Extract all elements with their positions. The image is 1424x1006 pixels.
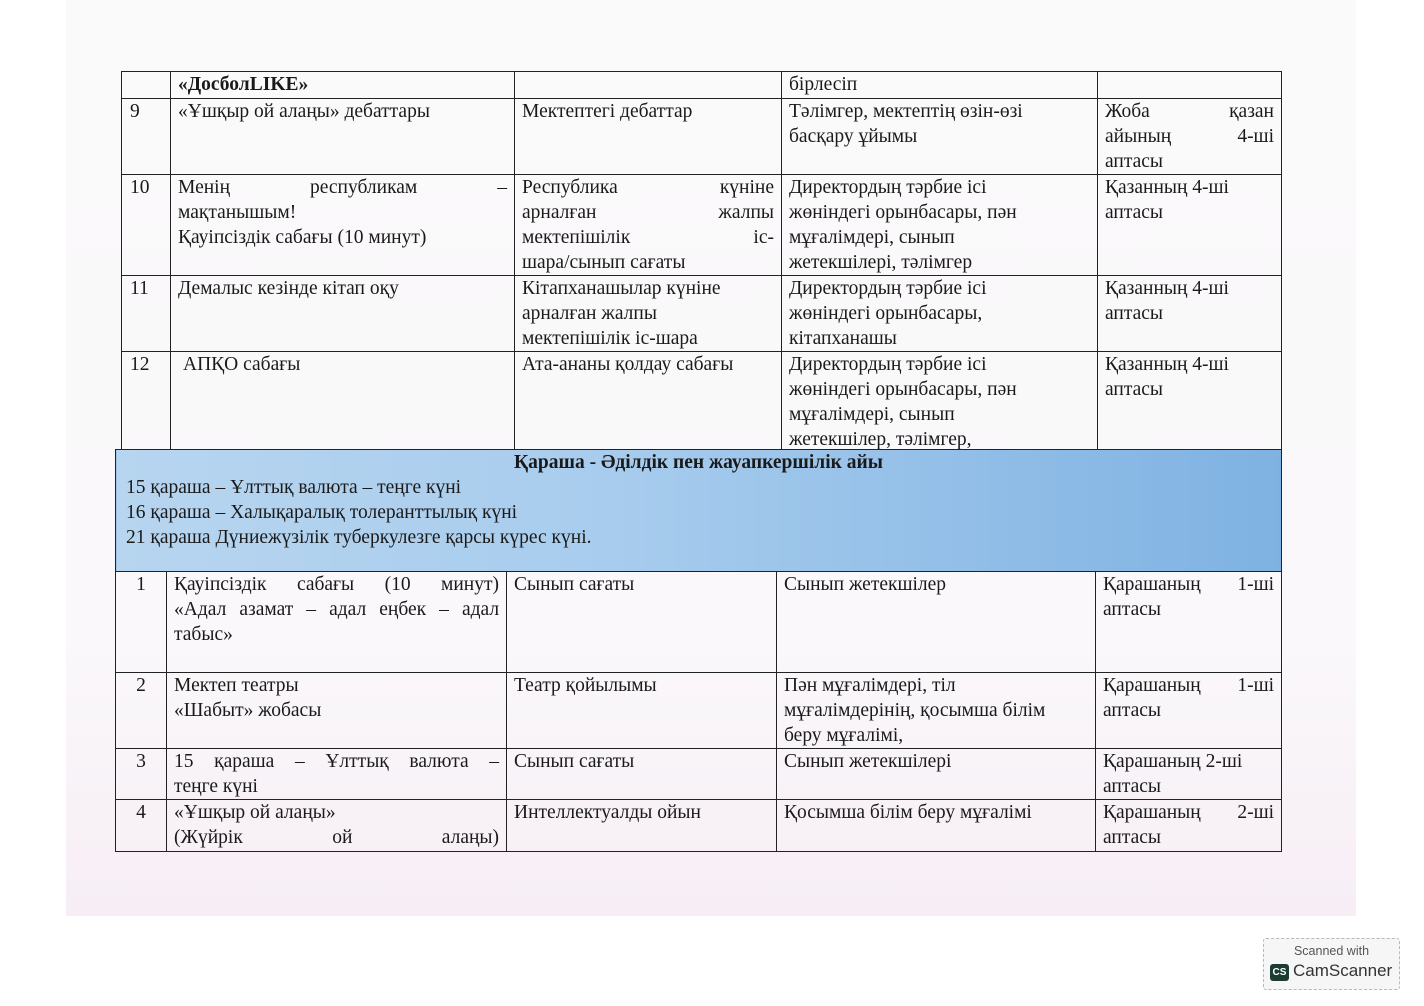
responsible-cell: Сынып жетекшілері: [777, 749, 1096, 800]
event-cell: Демалыс кезінде кітап оқу: [171, 276, 515, 352]
date-cell: Қазанның 4-ші аптасы: [1098, 276, 1282, 352]
holiday-line: 16 қараша – Халықаралық толеранттылық күні: [126, 502, 518, 523]
table-row: [116, 749, 1282, 800]
responsible-cell: Директордың тәрбие ісі жөніндегі орынбасары, пән мұғалімдері, сынып жетекшілері, тәлімгер: [782, 175, 1098, 276]
responsible-cell: Директордың тәрбие ісі жөніндегі орынбасары, кітапханашы: [782, 276, 1098, 352]
date-cell: Қарашаның 2-ші аптасы: [1096, 749, 1282, 800]
row-number: 3: [116, 749, 167, 800]
row-number: 12: [122, 352, 171, 453]
table-row: [116, 673, 1282, 749]
event-cell: Менің республикам – мақтанышым! Қауіпсіздік сабағы (10 минут): [171, 175, 515, 276]
event-cell: АПҚО сабағы: [171, 352, 515, 453]
event-cell: Қауіпсіздік сабағы (10 минут) «Адал азамат – адал еңбек – адал табыс»: [167, 572, 507, 673]
watermark-brand: CamScanner: [1293, 961, 1393, 980]
event-cell: «ДосболLIKE»: [171, 72, 515, 99]
form-cell: Театр қойылымы: [507, 673, 777, 749]
row-number: 1: [116, 572, 167, 673]
date-cell: [1098, 72, 1282, 99]
table-row: [122, 72, 1282, 99]
row-number: 4: [116, 800, 167, 852]
event-cell: «Ұшқыр ой алаңы» (Жүйрік ой алаңы): [167, 800, 507, 852]
holiday-line: 21 қараша Дүниежүзілік туберкулезге қарсы күрес күні.: [126, 527, 592, 548]
form-cell: Сынып сағаты: [507, 572, 777, 673]
event-cell: 15 қараша – Ұлттық валюта – теңге күні: [167, 749, 507, 800]
plan-table-october: [121, 71, 1282, 453]
row-number: 2: [116, 673, 167, 749]
table-row: [122, 175, 1282, 276]
table-row: [122, 276, 1282, 352]
form-cell: Мектептегі дебаттар: [515, 99, 782, 175]
month-title: Қараша - Әділдік пен жауапкершілік айы: [514, 452, 883, 473]
responsible-cell: Директордың тәрбие ісі жөніндегі орынбасары, пән мұғалімдері, сынып жетекшілер, тәлімгер,: [782, 352, 1098, 453]
date-cell: Жоба қазан айының 4-ші аптасы: [1098, 99, 1282, 175]
camscanner-watermark: [1263, 938, 1400, 990]
plan-table-november: [115, 449, 1282, 852]
event-cell: Мектеп театры «Шабыт» жобасы: [167, 673, 507, 749]
table-row: [116, 572, 1282, 673]
date-cell: Қазанның 4-ші аптасы: [1098, 352, 1282, 453]
month-band: [116, 450, 1282, 572]
form-cell: Интеллектуалды ойын: [507, 800, 777, 852]
event-cell: «Ұшқыр ой алаңы» дебаттары: [171, 99, 515, 175]
watermark-caption: Scanned with: [1293, 944, 1370, 958]
form-cell: [515, 72, 782, 99]
date-cell: Қарашаның 1-ші аптасы: [1096, 572, 1282, 673]
date-cell: Қарашаның 1-ші аптасы: [1096, 673, 1282, 749]
form-cell: Ата-ананы қолдау сабағы: [515, 352, 782, 453]
date-cell: Қазанның 4-ші аптасы: [1098, 175, 1282, 276]
table-row: [122, 99, 1282, 175]
responsible-cell: Қосымша білім беру мұғалімі: [777, 800, 1096, 852]
table-row: [116, 800, 1282, 852]
responsible-cell: Пән мұғалімдері, тіл мұғалімдерінің, қосымша білім беру мұғалімі,: [777, 673, 1096, 749]
row-number: 11: [122, 276, 171, 352]
responsible-cell: Тәлімгер, мектептің өзін-өзі басқару ұйымы: [782, 99, 1098, 175]
table-row: [122, 352, 1282, 453]
month-band-cell: [116, 450, 1282, 572]
responsible-cell: бірлесіп: [782, 72, 1098, 99]
date-cell: Қарашаның 2-ші аптасы: [1096, 800, 1282, 852]
responsible-cell: Сынып жетекшілер: [777, 572, 1096, 673]
holiday-line: 15 қараша – Ұлттық валюта – теңге күні: [126, 477, 462, 498]
form-cell: Сынып сағаты: [507, 749, 777, 800]
row-number: 10: [122, 175, 171, 276]
row-number: 9: [122, 99, 171, 175]
form-cell: Кітапханашылар күніне арналған жалпы мектепішілік іс-шара: [515, 276, 782, 352]
form-cell: Республика күніне арналған жалпы мектепішілік іс- шара/сынып сағаты: [515, 175, 782, 276]
camscanner-logo-icon: CS: [1270, 964, 1289, 981]
row-number: [122, 72, 171, 99]
